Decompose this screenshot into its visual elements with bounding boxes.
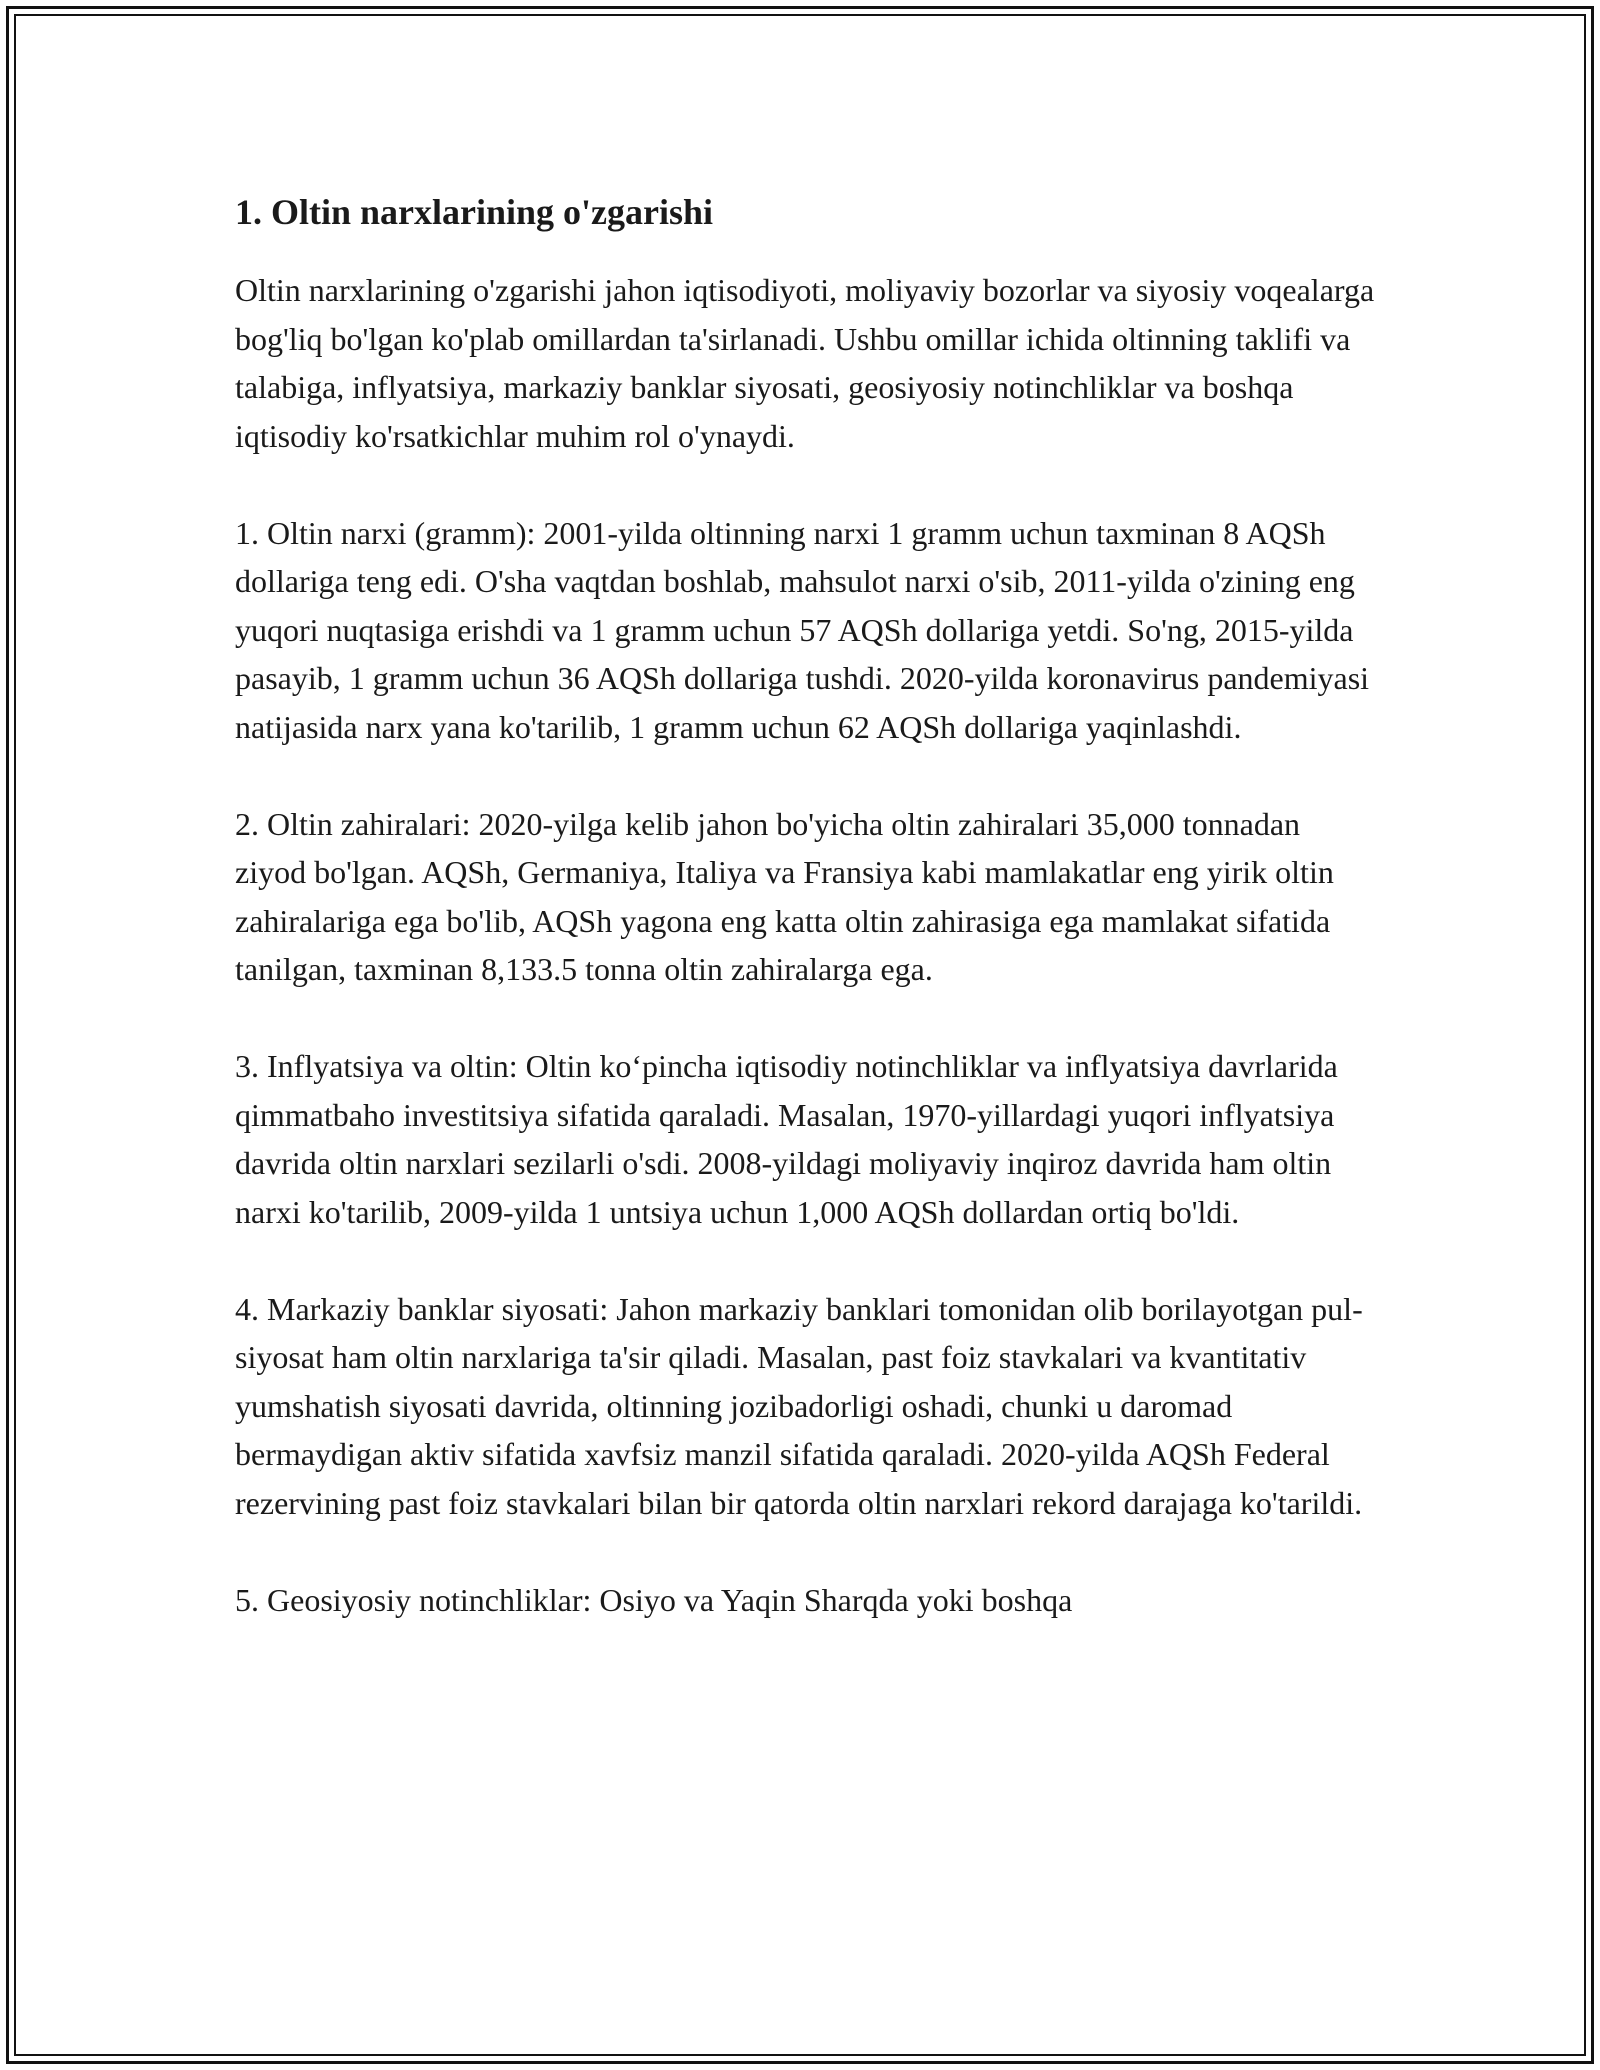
section-heading: 1. Oltin narxlarining o'zgarishi [235, 192, 714, 232]
paragraph-gold-price: 1. Oltin narxi (gramm): 2001-yilda oltinning narxi 1 gramm uchun taxminan 8 AQSh dollariga teng edi. O'sha vaqtdan boshlab, mahsulot narxi o'sib, 2011-yilda o'zining eng yuqori nuqtasiga erishdi va 1 gramm uchun 57 AQSh dollariga yetdi. So'ng, 2015-yilda pasayib, 1 gramm uchun 36 AQSh dollariga tushdi. 2020-yilda koronavirus pandemiyasi natijasida narx yana ko'tarilib, 1 gramm uchun 62 AQSh dollariga yaqinlashdi. [235, 514, 1370, 745]
paragraph-gold-reserves: 2. Oltin zahiralari: 2020-yilga kelib jahon bo'yicha oltin zahiralari 35,000 tonnadan ziyod bo'lgan. AQSh, Germaniya, Italiya va Fransiya kabi mamlakatlar eng yirik oltin zahiralariga ega bo'lib, AQSh yagona eng katta oltin zahirasiga ega mamlakat sifatida tanilgan, taxminan 8,133.5 tonna oltin zahiralarga ega. [235, 805, 1334, 987]
paragraph-inflation: 3. Inflyatsiya va oltin: Oltin ko‘pincha iqtisodiy notinchliklar va inflyatsiya davrlarida qimmatbaho investitsiya sifatida qaraladi. Masalan, 1970-yillardagi yuqori inflyatsiya davrida oltin narxlari sezilarli o'sdi. 2008-yildagi moliyaviy inqiroz davrida ham oltin narxi ko'tarilib, 2009-yilda 1 untsiya uchun 1,000 AQSh dollardan ortiq bo'ldi. [235, 1048, 1338, 1230]
paragraph-geopolitics: 5. Geosiyosiy notinchliklar: Osiyo va Yaqin Sharqda yoki boshqa [235, 1581, 1073, 1618]
paragraph-intro: Oltin narxlarining o'zgarishi jahon iqtisodiyoti, moliyaviy bozorlar va siyosiy voqealarga bog'liq bo'lgan ko'plab omillardan ta'sirlanadi. Ushbu omillar ichida oltinning taklifi va talabiga, inflyatsiya, markaziy banklar siyosati, geosiyosiy notinchliklar va boshqa iqtisodiy ko'rsatkichlar muhim rol o'ynaydi. [235, 272, 1375, 454]
paragraph-central-banks: 4. Markaziy banklar siyosati: Jahon markaziy banklari tomonidan olib borilayotgan pul-siyosat ham oltin narxlariga ta'sir qiladi. Masalan, past foiz stavkalari va kvantitativ yumshatish siyosati davrida, oltinning jozibadorligi oshadi, chunki u daromad bermaydigan aktiv sifatida xavfsiz manzil sifatida qaraladi. 2020-yilda AQSh Federal rezervining past foiz stavkalari bilan bir qatorda oltin narxlari rekord darajaga ko'tarildi. [235, 1290, 1363, 1521]
document-body [235, 188, 1375, 1624]
